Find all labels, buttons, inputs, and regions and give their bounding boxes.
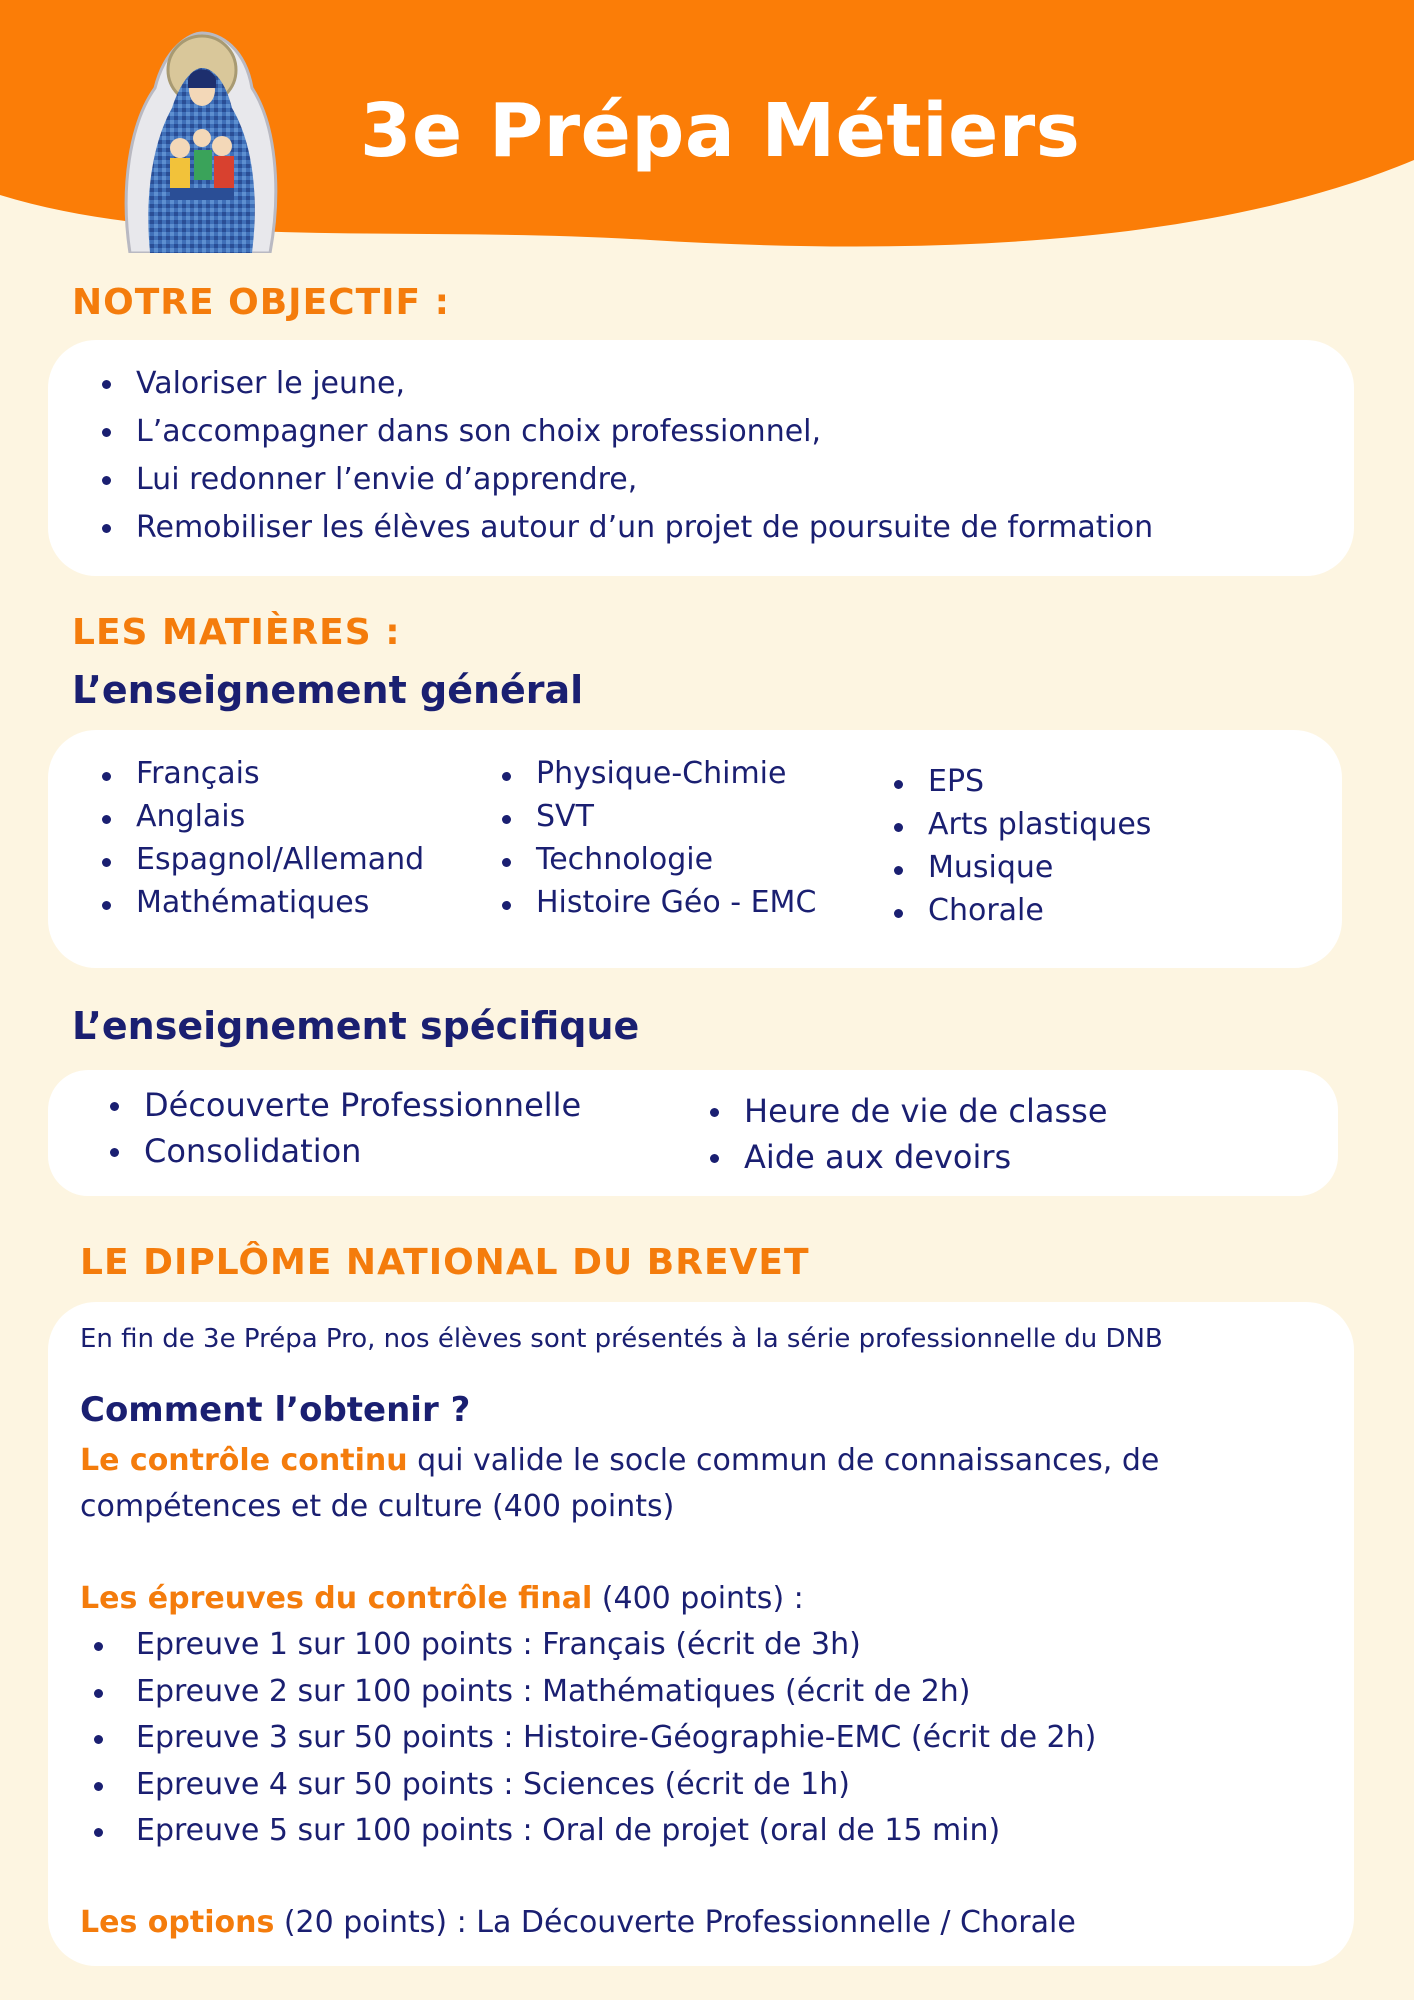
controle-continu-block bbox=[80, 1438, 1159, 1530]
epreuves-suffix: (400 points) : bbox=[592, 1581, 804, 1616]
list-item: Valoriser le jeune, bbox=[88, 360, 1153, 408]
list-item: Epreuve 2 sur 100 points : Mathématiques (écrit de 2h) bbox=[80, 1669, 1096, 1716]
list-item: Epreuve 5 sur 100 points : Oral de projet (oral de 15 min) bbox=[80, 1808, 1096, 1855]
general-col-3 bbox=[880, 760, 1151, 932]
list-item: Français bbox=[88, 752, 424, 795]
list-item: Chorale bbox=[880, 889, 1151, 932]
objectif-heading: NOTRE OBJECTIF : bbox=[72, 282, 451, 323]
madonna-mosaic-icon bbox=[110, 28, 290, 253]
controle-continu-line1: qui valide le socle commun de connaissances, de bbox=[407, 1443, 1160, 1478]
epreuves-label: Les épreuves du contrôle final bbox=[80, 1581, 593, 1616]
list-item: Heure de vie de classe bbox=[696, 1088, 1108, 1134]
enseignement-specifique-title: L’enseignement spécifique bbox=[72, 1004, 640, 1048]
list-item: Musique bbox=[880, 846, 1151, 889]
list-item: Consolidation bbox=[96, 1128, 581, 1174]
specifique-card bbox=[48, 1070, 1338, 1196]
list-item: SVT bbox=[488, 795, 816, 838]
list-item: Lui redonner l’envie d’apprendre, bbox=[88, 456, 1153, 504]
controle-continu-line2: compétences et de culture (400 points) bbox=[80, 1489, 675, 1524]
list-item: Technologie bbox=[488, 838, 816, 881]
list-item: Découverte Professionnelle bbox=[96, 1082, 581, 1128]
list-item: Espagnol/Allemand bbox=[88, 838, 424, 881]
dnb-intro: En fin de 3e Prépa Pro, nos élèves sont présentés à la série professionnelle du DNB bbox=[80, 1324, 1163, 1354]
list-item: L’accompagner dans son choix professionnel, bbox=[88, 408, 1153, 456]
page-title: 3e Prépa Métiers bbox=[360, 88, 1081, 174]
list-item: Epreuve 3 sur 50 points : Histoire-Géographie-EMC (écrit de 2h) bbox=[80, 1715, 1096, 1762]
list-item: Remobiliser les élèves autour d’un projet de poursuite de formation bbox=[88, 504, 1153, 552]
list-item: Aide aux devoirs bbox=[696, 1134, 1108, 1180]
options-suffix: (20 points) : La Découverte Professionnelle / Chorale bbox=[274, 1905, 1076, 1940]
list-item: Physique-Chimie bbox=[488, 752, 816, 795]
objectif-list bbox=[88, 360, 1153, 552]
list-item: Mathématiques bbox=[88, 881, 424, 924]
list-item: Epreuve 4 sur 50 points : Sciences (écrit de 1h) bbox=[80, 1762, 1096, 1809]
list-item: Anglais bbox=[88, 795, 424, 838]
dnb-heading: LE DIPLÔME NATIONAL DU BREVET bbox=[80, 1242, 810, 1283]
options-block bbox=[80, 1900, 1076, 1946]
matieres-heading: LES MATIÈRES : bbox=[72, 612, 401, 653]
list-item: Epreuve 1 sur 100 points : Français (écrit de 3h) bbox=[80, 1622, 1096, 1669]
epreuves-block bbox=[80, 1576, 1096, 1855]
general-col-1 bbox=[88, 752, 424, 924]
enseignement-general-title: L’enseignement général bbox=[72, 668, 584, 712]
dnb-question: Comment l’obtenir ? bbox=[80, 1390, 471, 1430]
general-card bbox=[48, 730, 1342, 968]
list-item: Histoire Géo - EMC bbox=[488, 881, 816, 924]
specifique-col-1 bbox=[96, 1082, 581, 1174]
general-col-2 bbox=[488, 752, 816, 924]
controle-continu-label: Le contrôle continu bbox=[80, 1443, 408, 1478]
objectif-card bbox=[48, 340, 1354, 576]
specifique-col-2 bbox=[696, 1088, 1108, 1180]
options-label: Les options bbox=[80, 1905, 275, 1940]
list-item: Arts plastiques bbox=[880, 803, 1151, 846]
list-item: EPS bbox=[880, 760, 1151, 803]
epreuves-list bbox=[80, 1622, 1096, 1855]
